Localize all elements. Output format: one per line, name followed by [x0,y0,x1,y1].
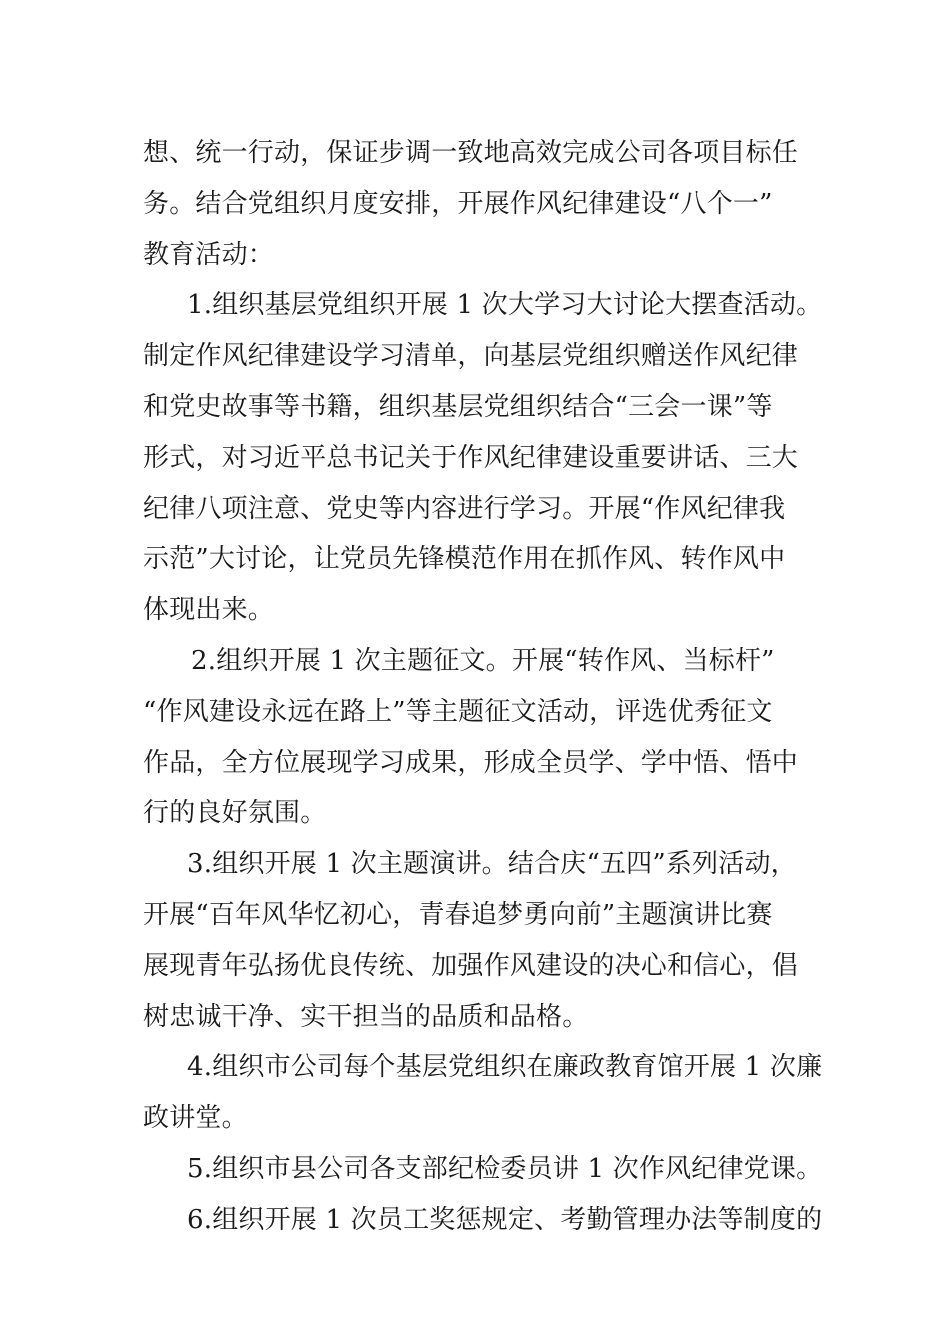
text-line: 示范”大讨论，让党员先锋模范作用在抓作风、转作风中 [143,544,786,575]
text-line: “作风建设永远在路上”等主题征文活动，评选优秀征文 [143,696,773,727]
text-line: 和党史故事等书籍，组织基层党组织结合“三会一课”等 [143,391,773,422]
item-3-heading-line: 3.组织开展 1 次主题演讲。结合庆“五四”系列活动， [187,849,797,880]
item-5-heading-line: 5.组织市县公司各支部纪检委员讲 1 次作风纪律党课。 [187,1153,823,1184]
text-line: 务。结合党组织月度安排，开展作风纪律建设“八个一” [143,188,773,219]
item-4-heading-line: 4.组织市公司每个基层党组织在廉政教育馆开展 1 次廉 [187,1052,823,1083]
text-line: 想、统一行动，保证步调一致地高效完成公司各项目标任 [143,138,799,168]
document-body [143,128,823,1246]
text-line: 作品，全方位展现学习成果，形成全员学、学中悟、悟中 [143,747,799,778]
text-line: 行的良好氛围。 [143,798,327,829]
text-line: 形式，对习近平总书记关于作风纪律建设重要讲话、三大 [143,442,799,473]
text-line: 体现出来。 [143,595,275,626]
text-line: 纪律八项注意、党史等内容进行学习。开展“作风纪律我 [143,493,786,524]
text-line: 制定作风纪律建设学习清单，向基层党组织赠送作风纪律 [143,341,799,372]
item-6-heading-line: 6.组织开展 1 次员工奖惩规定、考勤管理办法等制度的 [187,1204,823,1235]
text-line: 展现青年弘扬优良传统、加强作风建设的决心和信心，倡 [143,950,799,981]
item-2-heading-line: 2.组织开展 1 次主题征文。开展“转作风、当标杆” [191,645,775,676]
item-1-heading-line: 1.组织基层党组织开展 1 次大学习大讨论大摆查活动。 [187,290,823,321]
text-line: 树忠诚干净、实干担当的品质和品格。 [143,1001,589,1032]
text-line: 政讲堂。 [143,1103,248,1134]
text-line: 开展“百年风华忆初心，青春追梦勇向前”主题演讲比赛 [143,899,773,930]
text-line: 教育活动： [143,239,275,270]
